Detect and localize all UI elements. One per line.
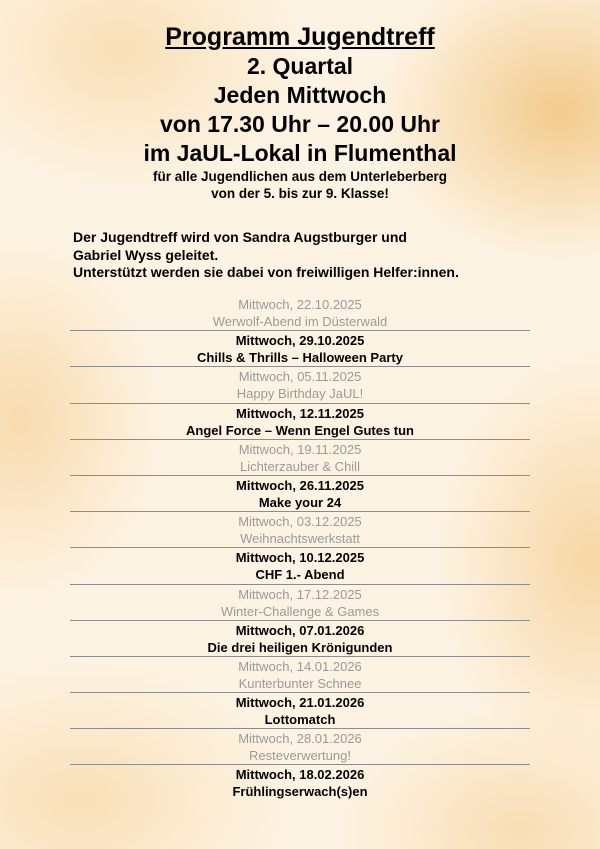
intro-text [73, 229, 573, 282]
schedule-item [70, 404, 530, 440]
schedule-item [70, 765, 530, 801]
event-date: Mittwoch, 14.01.2026 [238, 658, 362, 674]
event-title: Werwolf-Abend im Düsterwald [212, 314, 388, 329]
event-title: Die drei heiligen Krönigunden [207, 639, 393, 655]
schedule-item [70, 693, 530, 729]
day-heading: Jeden Mittwoch [213, 82, 387, 108]
event-date: Mittwoch, 19.11.2025 [238, 441, 362, 457]
header [0, 22, 600, 202]
time-heading: von 17.30 Uhr – 20.00 Uhr [160, 111, 440, 137]
event-title: Make your 24 [258, 494, 342, 510]
schedule-list [70, 295, 530, 802]
schedule-item [70, 621, 530, 657]
event-title: Weihnachtswerkstatt [240, 531, 360, 547]
intro-line-1: Der Jugendtreff wird von Sandra Augstburger und [73, 229, 407, 245]
event-title: Kunterbunter Schnee [238, 675, 362, 691]
schedule-item [70, 512, 530, 548]
schedule-item [70, 585, 530, 621]
audience-line-2: von der 5. bis zur 9. Klasse! [211, 186, 389, 201]
location-heading: im JaUL-Lokal in Flumenthal [143, 140, 457, 166]
event-date: Mittwoch, 28.01.2026 [238, 731, 362, 747]
page-title: Programm Jugendtreff [165, 23, 435, 51]
event-date: Mittwoch, 03.12.2025 [238, 514, 362, 530]
schedule-item [70, 548, 530, 584]
schedule-item [70, 657, 530, 693]
audience-line-1: für alle Jugendlichen aus dem Unterleberberg [152, 169, 448, 184]
event-date: Mittwoch, 07.01.2026 [235, 622, 365, 638]
schedule-item [70, 295, 530, 331]
intro-line-3: Unterstützt werden sie dabei von freiwilligen Helfer:innen. [73, 264, 459, 280]
event-date: Mittwoch, 22.10.2025 [238, 297, 362, 312]
event-title: Angel Force – Wenn Engel Gutes tun [185, 422, 414, 438]
event-title: CHF 1.- Abend [255, 567, 345, 583]
event-date: Mittwoch, 26.11.2025 [236, 477, 364, 493]
event-title: Resteverwertung! [249, 748, 351, 764]
schedule-item [70, 440, 530, 476]
event-title: Chills & Thrills – Halloween Party [197, 350, 403, 366]
event-title: Lichterzauber & Chill [240, 458, 360, 474]
event-date: Mittwoch, 05.11.2025 [238, 369, 362, 385]
event-date: Mittwoch, 17.12.2025 [238, 586, 362, 602]
event-title: Winter-Challenge & Games [220, 603, 380, 619]
intro-line-2: Gabriel Wyss geleitet. [73, 246, 219, 263]
event-title: Happy Birthday JaUL! [236, 386, 364, 402]
event-title: Frühlingserwach(s)en [232, 784, 368, 800]
schedule-item [70, 729, 530, 765]
schedule-item [70, 476, 530, 512]
quarter-heading: 2. Quartal [246, 53, 354, 79]
event-title: Lottomatch [264, 712, 336, 728]
event-date: Mittwoch, 29.10.2025 [235, 333, 365, 349]
event-date: Mittwoch, 12.11.2025 [236, 405, 364, 421]
event-date: Mittwoch, 18.02.2026 [235, 767, 365, 783]
schedule-item [70, 331, 530, 367]
event-date: Mittwoch, 10.12.2025 [235, 550, 365, 566]
event-date: Mittwoch, 21.01.2026 [235, 695, 365, 711]
schedule-item [70, 367, 530, 403]
